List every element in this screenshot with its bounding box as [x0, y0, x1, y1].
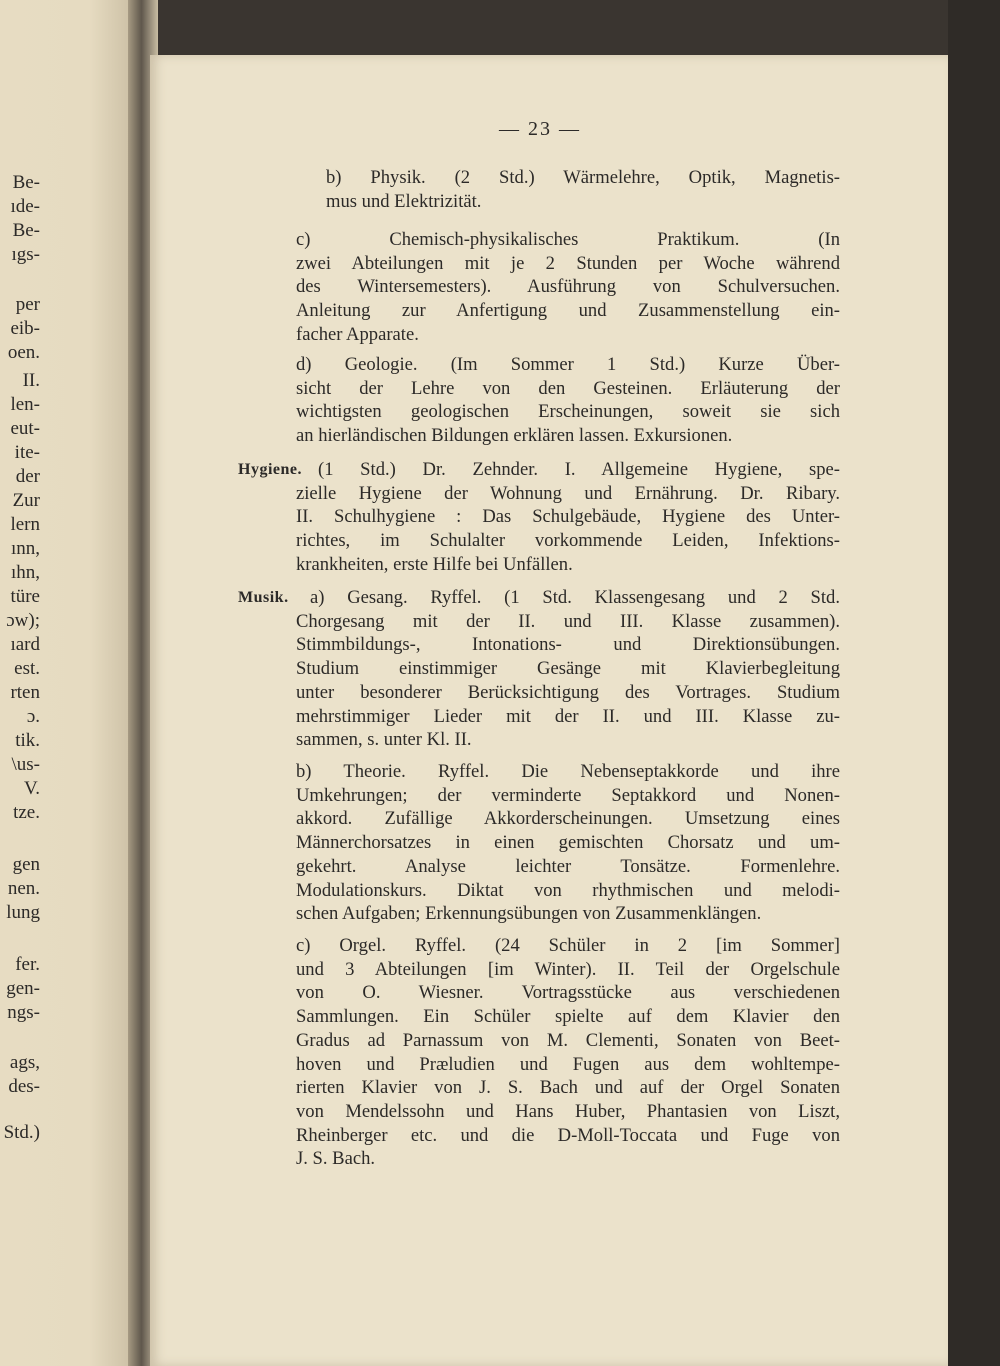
text-line: gekehrt. Analyse leichter Tonsätze. Formenlehre. [296, 855, 840, 877]
left-page-fragment: nen. [7, 878, 40, 899]
left-page-fragment: türe [10, 586, 40, 607]
text-line: Gradus ad Parnassum von M. Clementi, Sonaten von Beet- [296, 1029, 840, 1051]
text-line: Chorgesang mit der II. und III. Klasse zusammen). [296, 610, 840, 632]
text-line: zielle Hygiene der Wohnung und Ernährung. Dr. Ribary. [296, 482, 840, 504]
text-line: Rheinberger etc. und die D-Moll-Toccata und Fuge von [296, 1124, 840, 1146]
musik-gesang-paragraph [296, 586, 840, 752]
left-page-fragment: len- [10, 394, 40, 415]
text-line: mehrstimmiger Lieder mit der II. und III. Klasse zu- [296, 705, 840, 727]
left-page-fragment: tze. [13, 802, 40, 823]
left-page-fragment: Zur [12, 490, 40, 511]
left-page-fragment: Std.) [3, 1122, 40, 1143]
left-page-fragment: ıhn, [10, 562, 40, 583]
musik-orgel-paragraph [296, 934, 840, 1171]
left-page-fragment: \us- [11, 754, 40, 775]
left-page-fragment: est. [14, 658, 40, 679]
left-page-fragment: ngs- [7, 1002, 40, 1023]
text-line: von Mendelssohn und Hans Huber, Phantasien von Liszt, [296, 1100, 840, 1122]
left-page-fragment: ɔw); [6, 610, 40, 631]
left-page-fragment: der [15, 466, 40, 487]
text-line: richtes, im Schulalter vorkommende Leiden, Infektions- [296, 530, 840, 552]
text-line: II. Schulhygiene : Das Schulgebäude, Hygiene des Unter- [296, 506, 840, 528]
text-line: an hierländischen Bildungen erklären lassen. Exkursionen. [296, 425, 733, 447]
text-line: rierten Klavier von J. S. Bach und auf der Orgel Sonaten [296, 1077, 840, 1099]
text-line: J. S. Bach. [296, 1148, 376, 1170]
left-page-fragment: lern [10, 514, 40, 535]
text-line: (1 Std.) Dr. Zehnder. I. Allgemeine Hygiene, spe- [318, 459, 840, 480]
left-page-fragment: ags, [9, 1052, 40, 1073]
left-page-fragment: Be- [12, 220, 40, 241]
left-page-fragment: Be- [12, 172, 40, 193]
left-page-fragment: des- [8, 1076, 40, 1097]
left-page-fragment: ıard [10, 634, 40, 655]
left-page-fragment: fer. [15, 954, 40, 975]
right-edge-shadow [948, 0, 1000, 1366]
text-line: akkord. Zufällige Akkorderscheinungen. Umsetzung eines [296, 808, 840, 830]
text-line: Männerchorsatzes in einen gemischten Chorsatz und um- [296, 832, 840, 854]
left-page-fragment: rten [10, 682, 40, 703]
left-page-fragment: oen. [7, 342, 40, 363]
left-page-fragment: ite- [14, 442, 40, 463]
left-page-fragment: lung [6, 902, 40, 923]
text-line: mus und Elektrizität. [326, 190, 482, 212]
text-line: Umkehrungen; der verminderte Septakkord und Nonen- [296, 784, 840, 806]
left-page-fragment: ınn, [10, 538, 40, 559]
text-line: Sammlungen. Ein Schüler spielte auf dem Klavier den [296, 1006, 840, 1028]
text-line: Modulationskurs. Diktat von rhythmischen und melodi- [296, 879, 840, 901]
left-page-fragment: V. [23, 778, 40, 799]
left-page [0, 0, 128, 1366]
text-line: c) Chemisch-physikalisches Praktikum. (In [296, 229, 840, 250]
text-line: Studium einstimmiger Gesänge mit Klavierbegleitung [296, 658, 840, 680]
physik-paragraph [326, 166, 840, 213]
left-page-fragment: II. [22, 370, 40, 391]
text-line: c) Orgel. Ryffel. (24 Schüler in 2 [im Sommer] [296, 935, 840, 956]
text-line: und 3 Abteilungen [im Winter). II. Teil der Orgelschule [296, 958, 840, 980]
text-line: a) Gesang. Ryffel. (1 Std. Klassengesang und 2 Std. [310, 587, 840, 608]
musik-heading: Musik. [238, 589, 289, 606]
text-line: d) Geologie. (Im Sommer 1 Std.) Kurze Über- [296, 354, 840, 375]
left-page-fragment: ɔ. [26, 706, 40, 727]
text-line: b) Physik. (2 Std.) Wärmelehre, Optik, Magnetis- [326, 167, 840, 188]
text-line: von O. Wiesner. Vortragsstücke aus verschiedenen [296, 982, 840, 1004]
text-line: schen Aufgaben; Erkennungsübungen von Zusammenklängen. [296, 903, 762, 925]
left-page-fragment: ıgs- [11, 244, 40, 265]
left-page-fragment: eut- [10, 418, 40, 439]
musik-theorie-paragraph [296, 760, 840, 926]
left-page-fragment: gen- [6, 978, 40, 999]
text-line: Stimmbildungs-, Intonations- und Direktionsübungen. [296, 634, 840, 656]
left-page-fragment: eib- [10, 318, 40, 339]
text-line: des Wintersemesters). Ausführung von Schulversuchen. [296, 276, 840, 298]
left-page-fragment: gen [12, 854, 40, 875]
text-line: hoven und Præludien und Fugen aus dem wohltempe- [296, 1053, 840, 1075]
page-number: — 23 — [499, 118, 581, 140]
text-line: sicht der Lehre von den Gesteinen. Erläuterung der [296, 377, 840, 399]
text-line: krankheiten, erste Hilfe bei Unfällen. [296, 553, 573, 575]
hygiene-paragraph [296, 458, 840, 577]
geologie-paragraph [296, 353, 840, 448]
text-line: facher Apparate. [296, 323, 419, 345]
hygiene-heading: Hygiene. [238, 461, 302, 478]
left-page-fragment: ıde- [10, 196, 40, 217]
text-line: Anleitung zur Anfertigung und Zusammenstellung ein- [296, 300, 840, 322]
text-line: b) Theorie. Ryffel. Die Nebenseptakkorde und ihre [296, 761, 840, 782]
left-page-fragment: tik. [15, 730, 40, 751]
chemisch-physikalisches-paragraph [296, 228, 840, 347]
text-line: zwei Abteilungen mit je 2 Stunden per Woche während [296, 252, 840, 274]
text-line: wichtigsten geologischen Erscheinungen, soweit sie sich [296, 401, 840, 423]
text-line: sammen, s. unter Kl. II. [296, 729, 472, 751]
text-line: unter besonderer Berücksichtigung des Vortrages. Studium [296, 681, 840, 703]
left-page-fragment: per [15, 294, 40, 315]
